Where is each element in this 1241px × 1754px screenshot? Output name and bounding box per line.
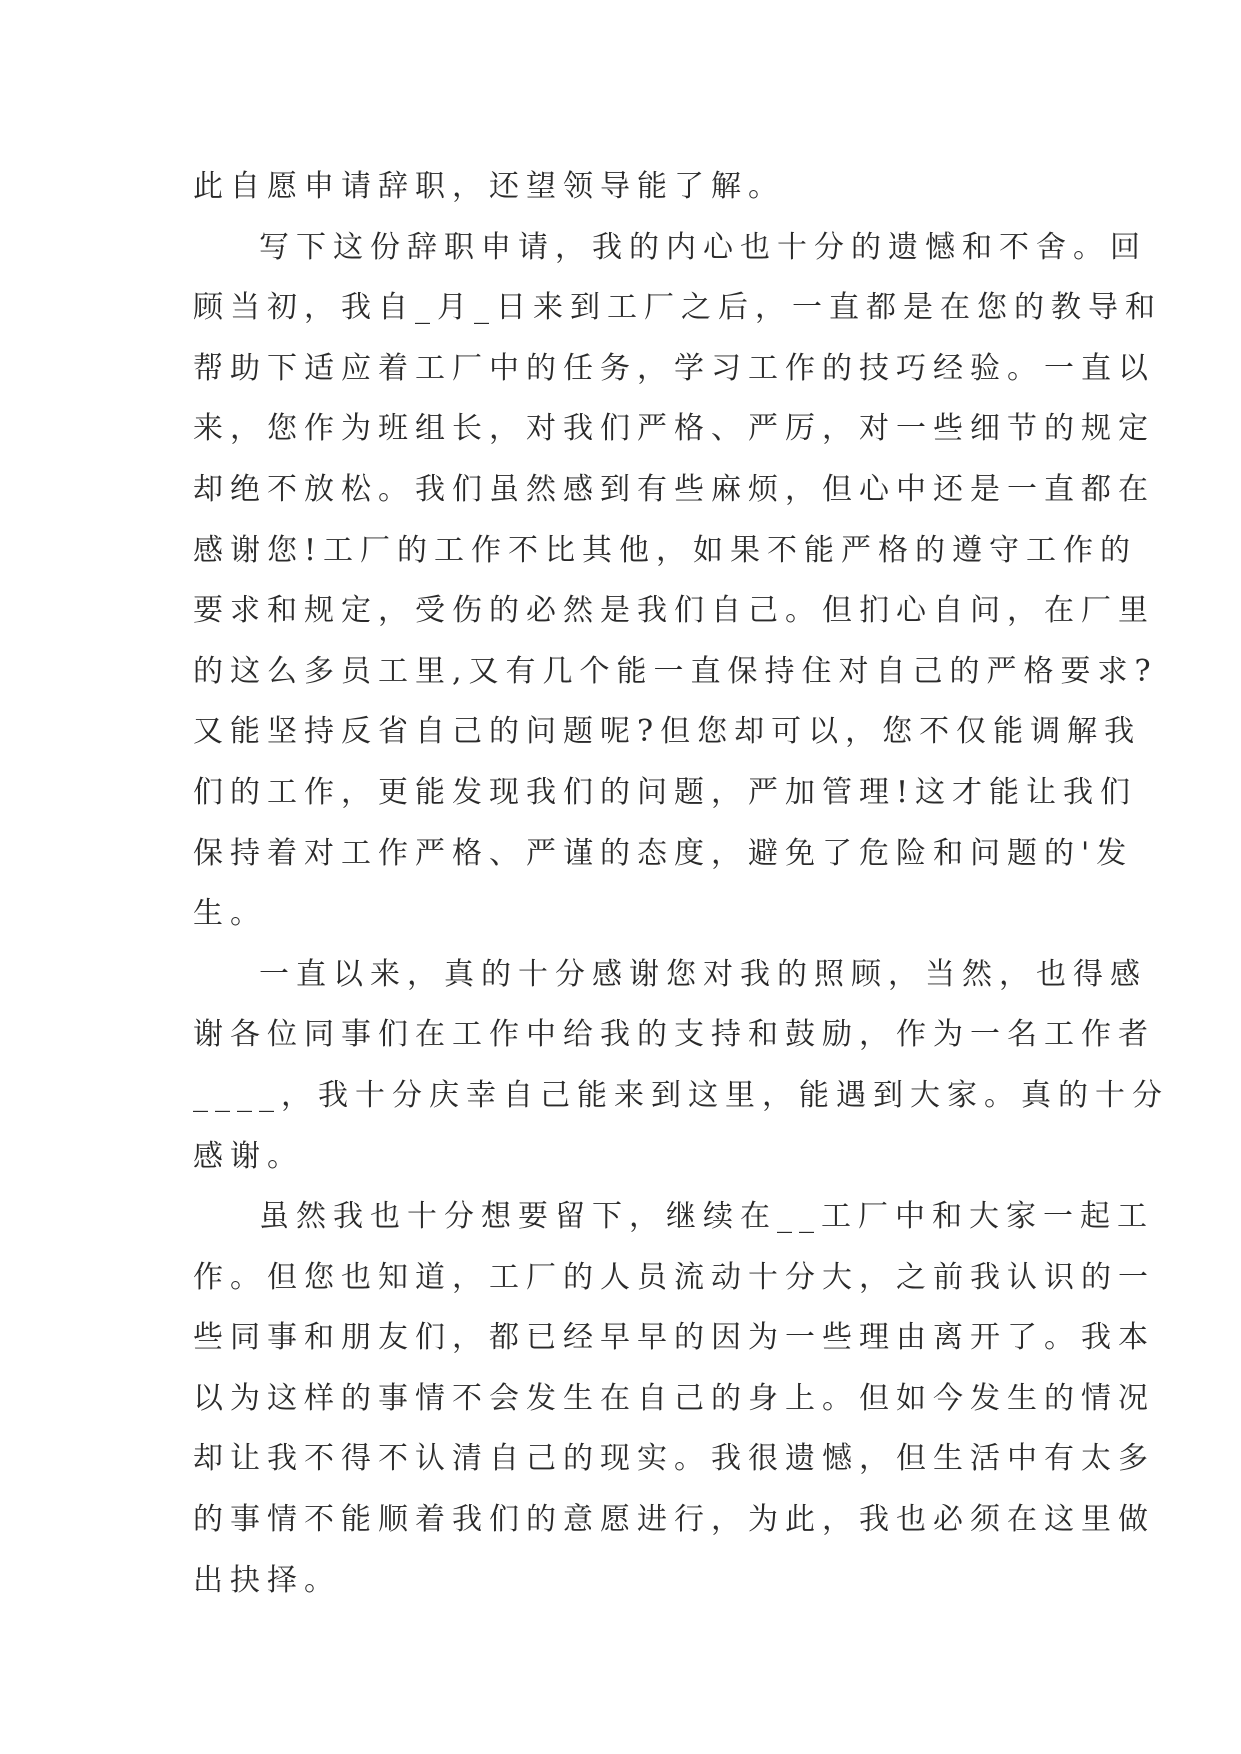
text-line: 的这么多员工里,又有几个能一直保持住对自己的严格要求? [193, 653, 1158, 689]
text-line: 保持着对工作严格、严谨的态度，避免了危险和问题的'发 [193, 835, 1134, 871]
text-line: 一直以来，真的十分感谢您对我的照顾，当然，也得感 [259, 956, 1147, 992]
text-line: 来，您作为班组长，对我们严格、严厉，对一些细节的规定 [193, 411, 1155, 447]
text-line: 作。但您也知道，工厂的人员流动十分大，之前我认识的一 [193, 1259, 1155, 1295]
text-line: ____，我十分庆幸自己能来到这里，能遇到大家。真的十分 [193, 1077, 1169, 1113]
text-line: 们的工作，更能发现我们的问题，严加管理!这才能让我们 [193, 774, 1138, 810]
text-line: 的事情不能顺着我们的意愿进行，为此，我也必须在这里做 [193, 1502, 1155, 1538]
text-line: 却让我不得不认清自己的现实。我很遗憾，但生活中有太多 [193, 1441, 1155, 1477]
text-line: 感谢。 [193, 1138, 304, 1174]
text-line: 却绝不放松。我们虽然感到有些麻烦，但心中还是一直都在 [193, 471, 1155, 507]
text-line: 要求和规定，受伤的必然是我们自己。但扪心自问，在厂里 [193, 593, 1155, 629]
text-line: 帮助下适应着工厂中的任务，学习工作的技巧经验。一直以 [193, 350, 1155, 386]
text-line: 些同事和朋友们，都已经早早的因为一些理由离开了。我本 [193, 1320, 1155, 1356]
text-line: 出抉择。 [193, 1562, 341, 1598]
text-line: 谢各位同事们在工作中给我的支持和鼓励，作为一名工作者 [193, 1017, 1155, 1053]
text-line: 又能坚持反省自己的问题呢?但您却可以，您不仅能调解我 [193, 714, 1142, 750]
text-line: 虽然我也十分想要留下，继续在__工厂中和大家一起工 [259, 1199, 1154, 1235]
text-line: 写下这份辞职申请，我的内心也十分的遗憾和不舍。回 [259, 229, 1147, 265]
text-line: 生。 [193, 896, 267, 932]
text-line: 感谢您!工厂的工作不比其他，如果不能严格的遵守工作的 [193, 532, 1138, 568]
text-line: 顾当初，我自_月_日来到工厂之后，一直都是在您的教导和 [193, 290, 1162, 326]
text-line: 以为这样的事情不会发生在自己的身上。但如今发生的情况 [193, 1380, 1155, 1416]
letter-body [193, 157, 1169, 1611]
text-line: 此自愿申请辞职，还望领导能了解。 [193, 169, 785, 204]
